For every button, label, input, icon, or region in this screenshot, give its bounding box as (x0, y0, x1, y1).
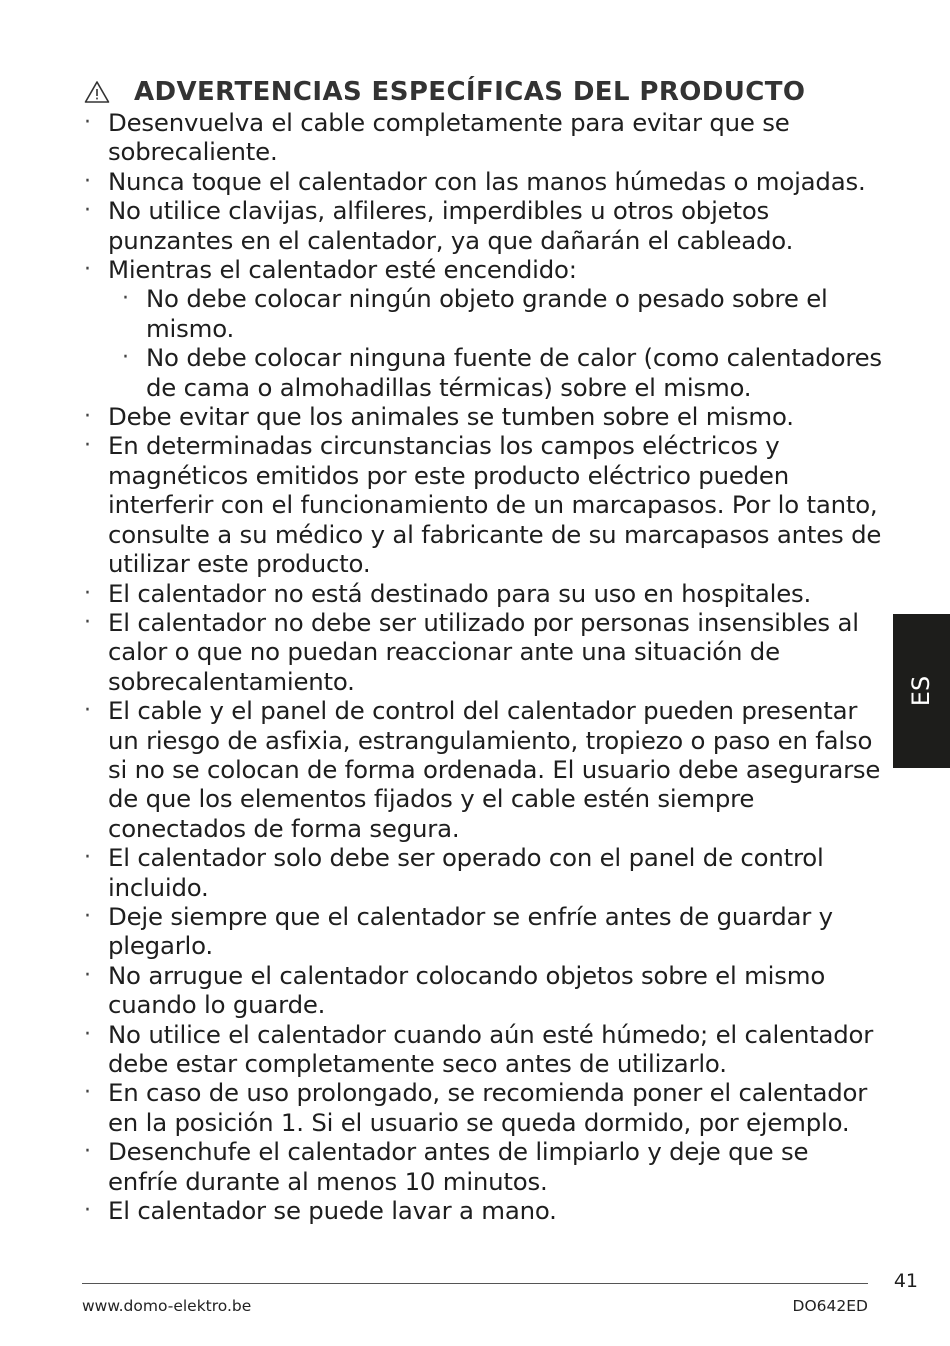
list-item: · Deje siempre que el calentador se enfríe antes de guardar y plegarlo. (84, 901, 833, 961)
footer-url: www.domo-elektro.be (82, 1297, 252, 1315)
bullet-dot: · (84, 609, 91, 635)
section-heading (82, 74, 882, 110)
language-tab-label: ES (907, 675, 936, 707)
list-item: · Nunca toque el calentador con las manos húmedas o mojadas. (84, 166, 866, 196)
bullet-dot: · (84, 698, 91, 724)
bullet-dot: · (84, 1139, 91, 1165)
bullet-dot: · (84, 903, 91, 929)
list-item: · No arrugue el calentador colocando objetos sobre el mismo cuando lo guarde. (84, 960, 826, 1020)
bullet-dot: · (122, 286, 129, 312)
page-content (82, 74, 882, 1225)
bullet-dot: · (122, 345, 129, 371)
list-item: · No utilice clavijas, alfileres, imperdibles u otros objetos punzantes en el calentador, ya que dañarán el cableado. (84, 196, 794, 255)
list-item: · El calentador se puede lavar a mano. (84, 1196, 557, 1226)
bullet-dot: · (84, 962, 91, 988)
list-item: · El calentador solo debe ser operado con el panel de control incluido. (84, 843, 824, 902)
warning-list (82, 108, 882, 1225)
list-item: · Mientras el calentador esté encendido: · No debe colocar ningún objeto grande o pesado sobre el mismo. · No debe colocar ninguna fuente de calor (como calentadores de cama o almohadillas térmicas) sobre el mismo. (84, 255, 882, 402)
bullet-dot: · (84, 257, 91, 283)
bullet-dot: · (84, 110, 91, 135)
bullet-dot: · (84, 404, 91, 430)
sub-list-item: · No debe colocar ninguna fuente de calor (como calentadores de cama o almohadillas térmicas) sobre el mismo. (122, 343, 882, 402)
bullet-dot: · (84, 1021, 91, 1047)
list-item: · El cable y el panel de control del calentador pueden presentar un riesgo de asfixia, estrangulamiento, tropiezo o paso en falso si no se colocan de forma ordenada. El usuario debe asegurarse de que los elementos fijados y el cable estén siempre conectados de forma segura. (84, 696, 881, 843)
bullet-dot: · (84, 198, 91, 224)
list-item: · Desenvuelva el cable completamente para evitar que se sobrecaliente. (84, 108, 790, 167)
bullet-dot: · (84, 580, 91, 606)
list-item: · En caso de uso prolongado, se recomienda poner el calentador en la posición 1. Si el usuario se queda dormido, por ejemplo. (84, 1078, 868, 1137)
bullet-dot: · (84, 1198, 91, 1224)
sub-list (108, 284, 882, 402)
page-number: 41 (893, 1270, 918, 1292)
footer-model-number: DO642ED (792, 1297, 868, 1315)
language-tab (893, 614, 950, 768)
warning-triangle-icon (84, 80, 110, 104)
bullet-dot: · (84, 433, 91, 459)
bullet-dot: · (84, 1080, 91, 1106)
list-item: · En determinadas circunstancias los campos eléctricos y magnéticos emitidos por este producto eléctrico pueden interferir con el funcionamiento de un marcapasos. Por lo tanto, consulte a su médico y al fabricante de su marcapasos antes de utilizar este producto. (84, 431, 882, 579)
list-item: · El calentador no debe ser utilizado por personas insensibles al calor o que no puedan reaccionar ante una situación de sobrecalentamiento. (84, 607, 859, 696)
section-title: ADVERTENCIAS ESPECÍFICAS DEL PRODUCTO (134, 77, 806, 107)
sub-list-item: · No debe colocar ningún objeto grande o pesado sobre el mismo. (122, 284, 828, 343)
list-item: · Debe evitar que los animales se tumben sobre el mismo. (84, 402, 794, 432)
bullet-dot: · (84, 168, 91, 194)
list-item: · El calentador no está destinado para su uso en hospitales. (84, 578, 812, 608)
bullet-dot: · (84, 845, 91, 871)
list-item: · No utilice el calentador cuando aún esté húmedo; el calentador debe estar completamente seco antes de utilizarlo. (84, 1019, 874, 1078)
footer-divider (82, 1283, 868, 1284)
list-item: · Desenchufe el calentador antes de limpiarlo y deje que se enfríe durante al menos 10 minutos. (84, 1137, 809, 1196)
